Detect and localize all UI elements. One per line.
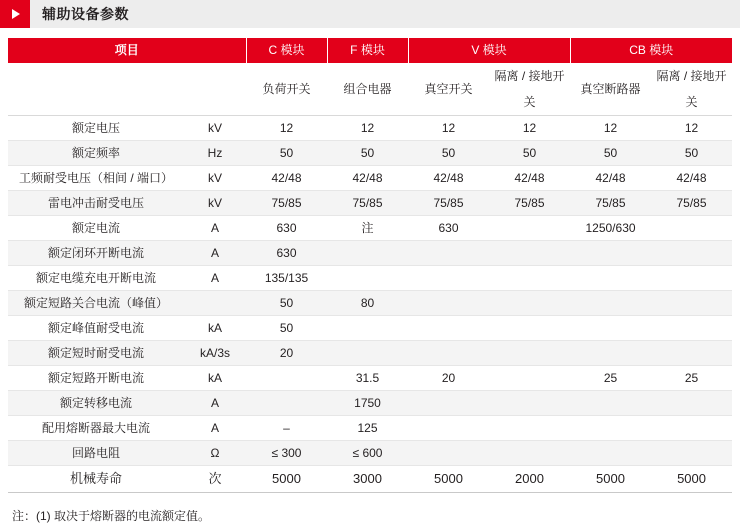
table-row	[8, 316, 732, 341]
cell-value	[570, 266, 651, 291]
row-unit: A	[184, 241, 246, 266]
table-row	[8, 341, 732, 366]
subheader-isolation-earthing-switch-v: 隔离 / 接地开关	[489, 63, 570, 116]
table-head-groups	[8, 38, 732, 63]
table-body	[8, 116, 732, 493]
row-unit: Ω	[184, 441, 246, 466]
cell-value: 31.5	[327, 366, 408, 391]
cell-value	[489, 291, 570, 316]
header-cell-cb-module: CB 模块	[570, 38, 732, 63]
cell-value	[651, 341, 732, 366]
cell-value: –	[246, 416, 327, 441]
cell-value: 42/48	[246, 166, 327, 191]
subheader-vacuum-switch: 真空开关	[408, 63, 489, 116]
cell-value: ≤ 300	[246, 441, 327, 466]
cell-value	[489, 366, 570, 391]
table-row	[8, 116, 732, 141]
row-label: 额定电压	[8, 116, 184, 141]
cell-value	[651, 241, 732, 266]
cell-value	[408, 391, 489, 416]
table-row	[8, 216, 732, 241]
row-unit	[184, 291, 246, 316]
cell-value: 2000	[489, 466, 570, 493]
cell-value	[651, 416, 732, 441]
header-cell-c-module: C 模块	[246, 38, 327, 63]
header-cell-item: 项目	[8, 38, 246, 63]
table-row	[8, 416, 732, 441]
cell-value	[489, 441, 570, 466]
row-label: 额定电缆充电开断电流	[8, 266, 184, 291]
cell-value: 50	[246, 291, 327, 316]
cell-value: 75/85	[651, 191, 732, 216]
table-row	[8, 191, 732, 216]
cell-value: 50	[246, 141, 327, 166]
cell-value: 50	[489, 141, 570, 166]
cell-value: 42/48	[651, 166, 732, 191]
row-unit: A	[184, 416, 246, 441]
row-unit: A	[184, 266, 246, 291]
cell-value: 75/85	[570, 191, 651, 216]
cell-value	[651, 216, 732, 241]
cell-value	[489, 216, 570, 241]
row-unit: kA	[184, 316, 246, 341]
table-row	[8, 466, 732, 493]
cell-value: 50	[408, 141, 489, 166]
cell-value: 5000	[651, 466, 732, 493]
cell-value	[570, 416, 651, 441]
cell-value	[651, 441, 732, 466]
cell-value: 20	[408, 366, 489, 391]
table-row	[8, 266, 732, 291]
cell-value: 12	[651, 116, 732, 141]
spec-table-wrapper	[0, 28, 740, 493]
cell-value	[651, 266, 732, 291]
cell-value	[489, 316, 570, 341]
cell-value	[246, 366, 327, 391]
cell-value	[408, 291, 489, 316]
cell-value	[327, 341, 408, 366]
cell-value	[408, 266, 489, 291]
cell-value: 135/135	[246, 266, 327, 291]
row-label: 雷电冲击耐受电压	[8, 191, 184, 216]
cell-value	[570, 341, 651, 366]
cell-value: 1750	[327, 391, 408, 416]
row-unit: kA	[184, 366, 246, 391]
row-label: 额定短时耐受电流	[8, 341, 184, 366]
section-header	[0, 0, 740, 28]
cell-value	[570, 391, 651, 416]
cell-value: 20	[246, 341, 327, 366]
cell-value: 12	[570, 116, 651, 141]
cell-value: 42/48	[489, 166, 570, 191]
subheader-vacuum-circuit-breaker: 真空断路器	[570, 63, 651, 116]
header-cell-f-module: F 模块	[327, 38, 408, 63]
subheader-blank-unit	[184, 63, 246, 116]
cell-value: 12	[327, 116, 408, 141]
play-triangle-icon	[0, 0, 30, 28]
cell-value	[246, 391, 327, 416]
cell-value	[408, 441, 489, 466]
cell-value: 25	[651, 366, 732, 391]
cell-value	[489, 241, 570, 266]
cell-value: 630	[408, 216, 489, 241]
row-unit: A	[184, 391, 246, 416]
row-label: 额定短路开断电流	[8, 366, 184, 391]
subheader-isolation-earthing-switch-cb: 隔离 / 接地开关	[651, 63, 732, 116]
row-unit: 次	[184, 466, 246, 493]
row-label: 机械寿命	[8, 466, 184, 493]
cell-value	[408, 241, 489, 266]
row-unit: Hz	[184, 141, 246, 166]
subheader-load-switch: 负荷开关	[246, 63, 327, 116]
cell-value: 12	[408, 116, 489, 141]
cell-value: 630	[246, 241, 327, 266]
subheader-combination-apparatus: 组合电器	[327, 63, 408, 116]
table-row	[8, 291, 732, 316]
cell-value: 注	[327, 216, 408, 241]
header-cell-v-module: V 模块	[408, 38, 570, 63]
row-label: 工频耐受电压（相间 / 端口）	[8, 166, 184, 191]
cell-value	[327, 266, 408, 291]
table-row	[8, 141, 732, 166]
cell-value: 5000	[570, 466, 651, 493]
cell-value: 25	[570, 366, 651, 391]
cell-value	[570, 241, 651, 266]
cell-value	[570, 316, 651, 341]
cell-value: 50	[327, 141, 408, 166]
cell-value	[651, 291, 732, 316]
row-unit: kV	[184, 166, 246, 191]
row-label: 配用熔断器最大电流	[8, 416, 184, 441]
row-label: 额定峰值耐受电流	[8, 316, 184, 341]
cell-value	[408, 341, 489, 366]
cell-value	[570, 291, 651, 316]
cell-value	[489, 416, 570, 441]
cell-value: 75/85	[246, 191, 327, 216]
row-label: 回路电阻	[8, 441, 184, 466]
cell-value: 42/48	[327, 166, 408, 191]
row-unit: kV	[184, 116, 246, 141]
row-unit: A	[184, 216, 246, 241]
cell-value	[570, 441, 651, 466]
spec-table	[8, 38, 732, 493]
cell-value: 75/85	[327, 191, 408, 216]
row-label: 额定闭环开断电流	[8, 241, 184, 266]
cell-value: 3000	[327, 466, 408, 493]
cell-value: 75/85	[408, 191, 489, 216]
cell-value	[327, 241, 408, 266]
table-head	[8, 38, 732, 116]
cell-value: 42/48	[408, 166, 489, 191]
subheader-blank-item	[8, 63, 184, 116]
cell-value: ≤ 600	[327, 441, 408, 466]
table-row	[8, 241, 732, 266]
cell-value	[327, 316, 408, 341]
cell-value: 75/85	[489, 191, 570, 216]
table-footnote: 注：(1) 取决于熔断器的电流额定值。	[12, 509, 211, 523]
page-title: 辅助设备参数	[42, 6, 129, 22]
table-row	[8, 391, 732, 416]
cell-value	[489, 391, 570, 416]
cell-value: 1250/630	[570, 216, 651, 241]
cell-value: 630	[246, 216, 327, 241]
cell-value	[408, 416, 489, 441]
cell-value: 80	[327, 291, 408, 316]
table-row	[8, 366, 732, 391]
cell-value	[408, 316, 489, 341]
row-label: 额定电流	[8, 216, 184, 241]
cell-value	[651, 316, 732, 341]
cell-value: 42/48	[570, 166, 651, 191]
cell-value	[651, 391, 732, 416]
triangle-glyph	[12, 9, 20, 19]
cell-value: 125	[327, 416, 408, 441]
cell-value: 50	[246, 316, 327, 341]
row-label: 额定短路关合电流（峰值）	[8, 291, 184, 316]
table-row	[8, 166, 732, 191]
cell-value: 5000	[408, 466, 489, 493]
table-head-subs	[8, 63, 732, 116]
row-unit: kA/3s	[184, 341, 246, 366]
cell-value: 12	[489, 116, 570, 141]
row-unit: kV	[184, 191, 246, 216]
table-row	[8, 441, 732, 466]
cell-value: 12	[246, 116, 327, 141]
row-label: 额定转移电流	[8, 391, 184, 416]
cell-value: 50	[570, 141, 651, 166]
cell-value	[489, 341, 570, 366]
row-label: 额定频率	[8, 141, 184, 166]
cell-value	[489, 266, 570, 291]
cell-value: 50	[651, 141, 732, 166]
cell-value: 5000	[246, 466, 327, 493]
